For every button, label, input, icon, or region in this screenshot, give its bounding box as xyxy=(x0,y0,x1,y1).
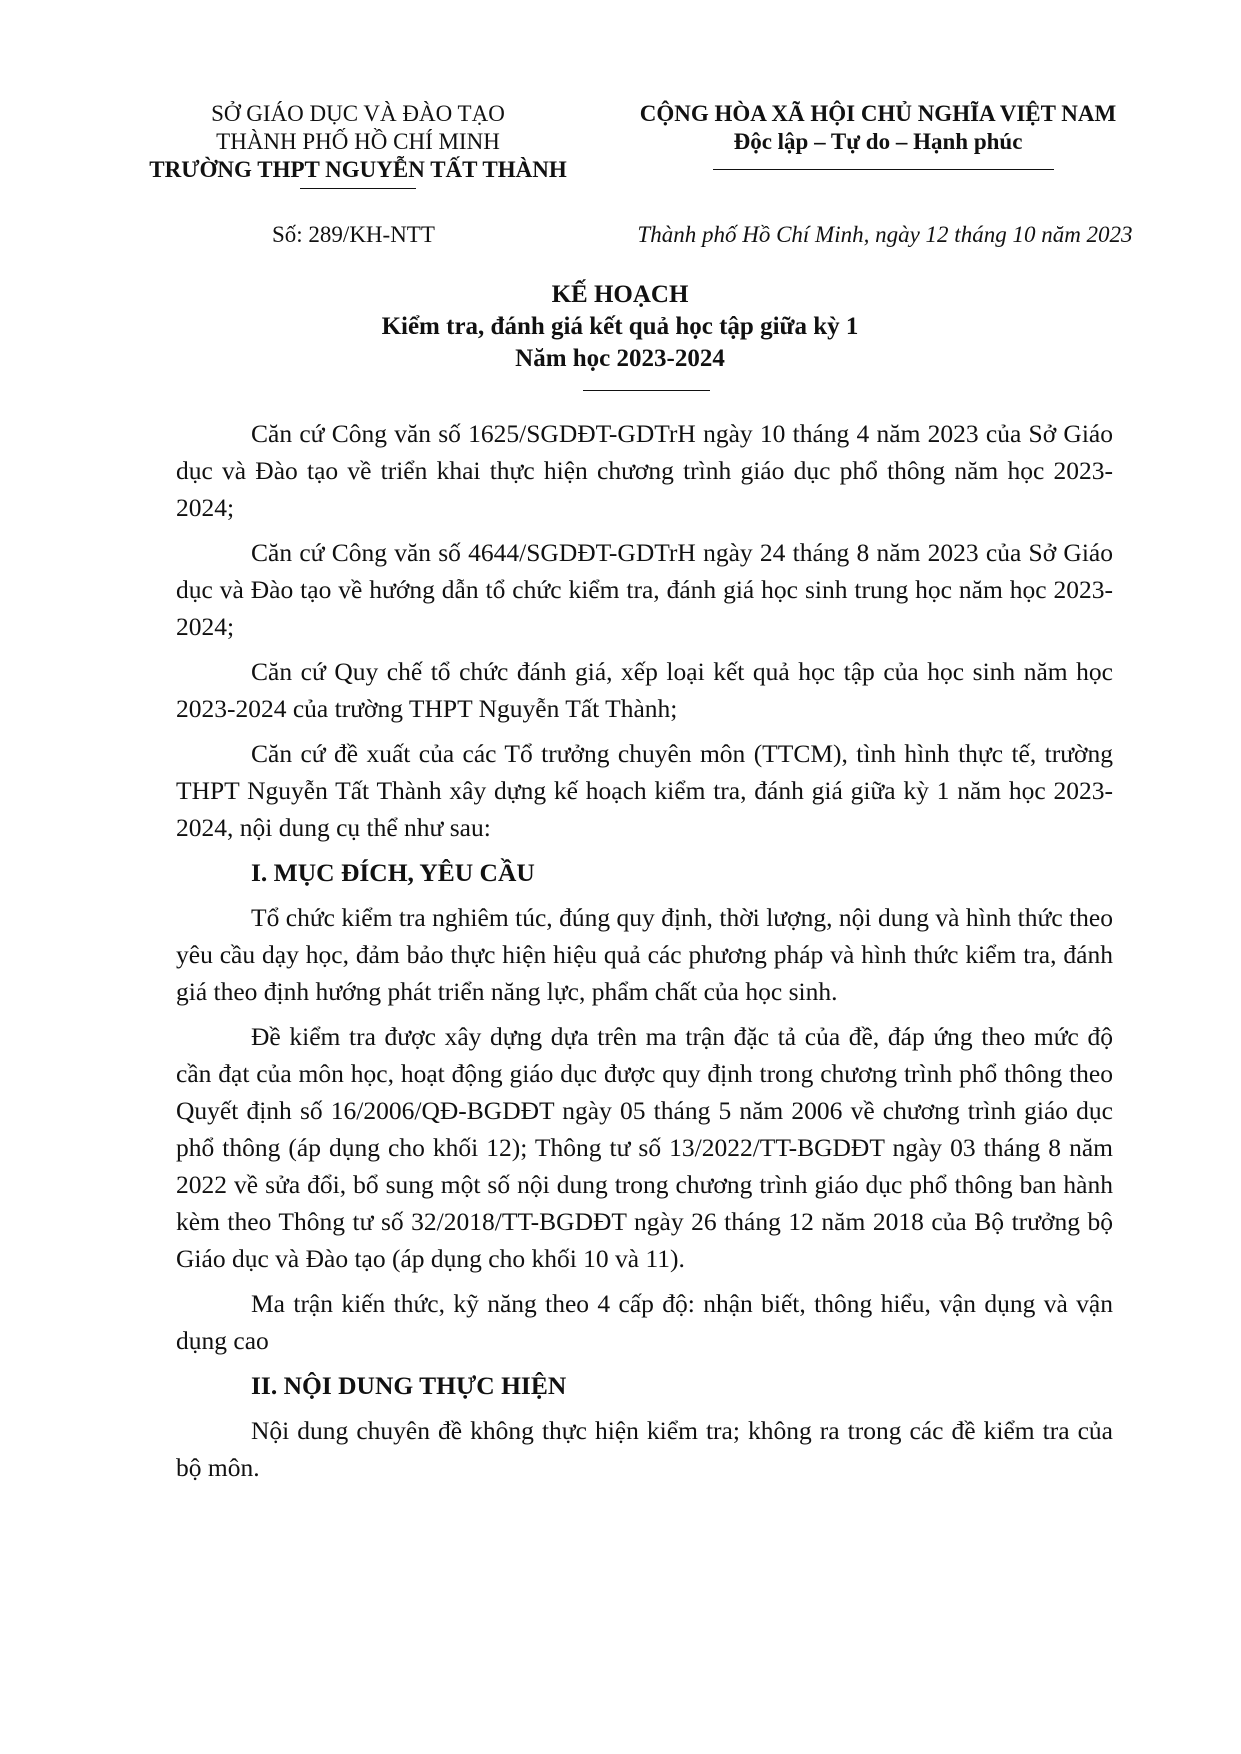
section-heading-1: I. MỤC ĐÍCH, YÊU CẦU xyxy=(251,858,535,887)
paragraph-legal-basis-4: Căn cứ đề xuất của các Tổ trưởng chuyên môn (TTCM), tình hình thực tế, trường THPT Nguyễn Tất Thành xây dựng kế hoạch kiểm tra, đánh giá giữa kỳ 1 năm học 2023-2024, nội dung cụ thể như sau: xyxy=(176,739,1113,842)
title-subject: Kiểm tra, đánh giá kết quả học tập giữa kỳ 1 xyxy=(381,313,859,340)
document-title xyxy=(220,279,1020,375)
motto-underline xyxy=(713,169,1054,170)
paragraph-legal-basis-2: Căn cứ Công văn số 4644/SGDĐT-GDTrH ngày 24 tháng 8 năm 2023 của Sở Giáo dục và Đào tạo về hướng dẫn tổ chức kiểm tra, đánh giá học sinh trung học năm học 2023-2024; xyxy=(176,538,1113,641)
city-name: THÀNH PHỐ HỒ CHÍ MINH xyxy=(216,129,500,154)
paragraph-legal-basis-1: Căn cứ Công văn số 1625/SGDĐT-GDTrH ngày 10 tháng 4 năm 2023 của Sở Giáo dục và Đào tạo về triển khai thực hiện chương trình giáo dục phổ thông năm học 2023-2024; xyxy=(176,419,1113,522)
title-main: KẾ HOẠCH xyxy=(551,281,689,308)
issuing-authority-header xyxy=(118,100,598,184)
national-motto-header xyxy=(608,100,1148,156)
paragraph-test-design: Đề kiểm tra được xây dựng dựa trên ma trận đặc tả của đề, đáp ứng theo mức độ cần đạt của môn học, hoạt động giáo dục được quy định trong chương trình phổ thông theo Quyết định số 16/2006/QĐ-BGDĐT ngày 05 tháng 5 năm 2006 về chương trình giáo dục phổ thông (áp dụng cho khối 12); Thông tư số 13/2022/TT-BGDĐT ngày 03 tháng 8 năm 2022 về sửa đổi, bổ sung một số nội dung trong chương trình giáo dục phổ thông ban hành kèm theo Thông tư số 32/2018/TT-BGDĐT ngày 26 tháng 12 năm 2018 của Bộ trưởng bộ Giáo dục và Đào tạo (áp dụng cho khối 10 và 11). xyxy=(176,1022,1113,1273)
country-name: CỘNG HÒA XÃ HỘI CHỦ NGHĨA VIỆT NAM xyxy=(639,101,1117,126)
title-underline xyxy=(583,390,710,391)
document-number: Số: 289/KH-NTT xyxy=(272,222,435,247)
paragraph-matrix: Ma trận kiến thức, kỹ năng theo 4 cấp độ: nhận biết, thông hiểu, vận dụng và vận dụng cao xyxy=(176,1289,1113,1355)
paragraph-purpose: Tổ chức kiểm tra nghiêm túc, đúng quy định, thời lượng, nội dung và hình thức theo yêu cầu dạy học, đảm bảo thực hiện hiệu quả các phương pháp và hình thức kiểm tra, đánh giá theo định hướng phát triển năng lực, phẩm chất của học sinh. xyxy=(176,903,1113,1006)
paragraph-content: Nội dung chuyên đề không thực hiện kiểm tra; không ra trong các đề kiểm tra của bộ môn. xyxy=(176,1416,1113,1482)
school-name-underline xyxy=(300,188,416,189)
place-and-date: Thành phố Hồ Chí Minh, ngày 12 tháng 10 năm 2023 xyxy=(637,222,1133,247)
paragraph-legal-basis-3: Căn cứ Quy chế tổ chức đánh giá, xếp loại kết quả học tập của học sinh năm học 2023-2024 của trường THPT Nguyễn Tất Thành; xyxy=(176,657,1113,723)
section-heading-2: II. NỘI DUNG THỰC HIỆN xyxy=(251,1371,567,1400)
title-school-year: Năm học 2023-2024 xyxy=(515,345,725,372)
department-name: SỞ GIÁO DỤC VÀ ĐÀO TẠO xyxy=(211,101,505,126)
motto: Độc lập – Tự do – Hạnh phúc xyxy=(733,129,1023,154)
document-body xyxy=(176,415,1113,1494)
school-name: TRƯỜNG THPT NGUYỄN TẤT THÀNH xyxy=(149,157,567,182)
